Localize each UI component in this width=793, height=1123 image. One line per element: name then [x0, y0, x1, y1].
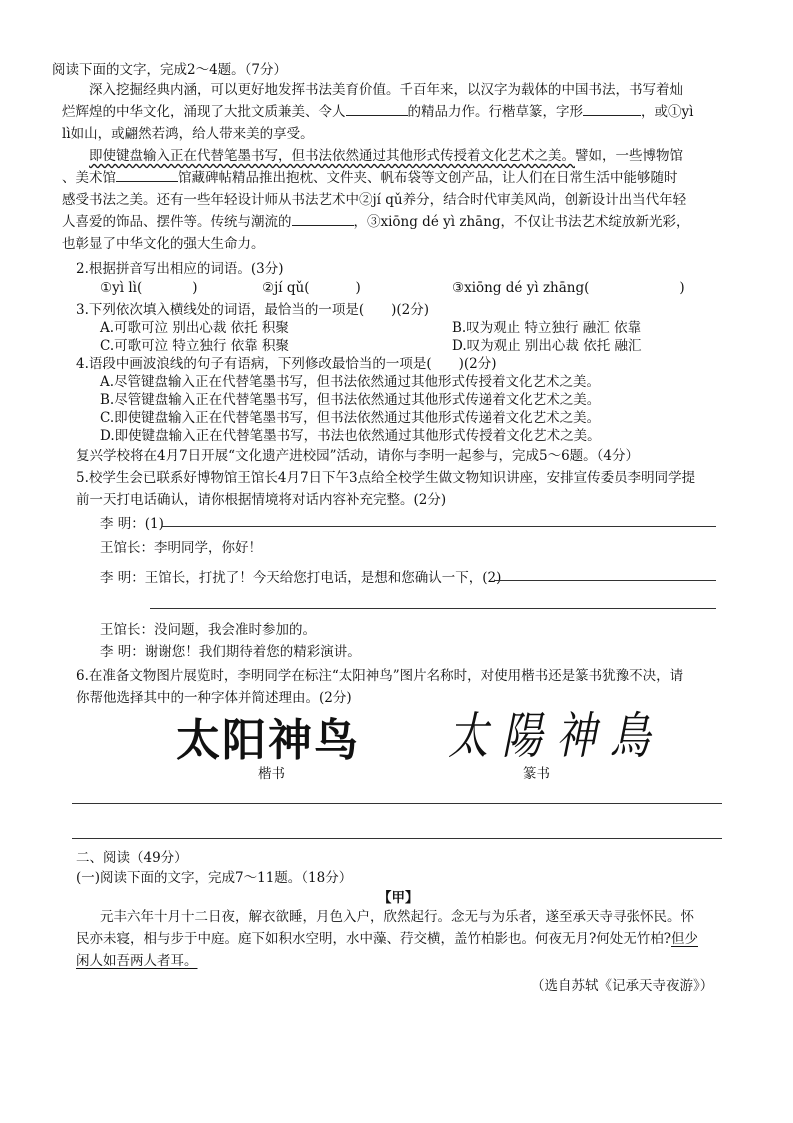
para1-text: 的精品力作。行楷草篆，字形 [407, 104, 583, 120]
q2-b-label: ②jí qǔ( [262, 280, 310, 296]
dialog-wang-1: 王馆长：李明同学，你好！ [100, 540, 262, 556]
q2-a-label: ①yì lì( [100, 280, 143, 296]
q2-stem: 2.根据拼音写出相应的词语。(3分) [76, 261, 284, 277]
zhuanshu-sample: 太陽神鳥 [448, 708, 664, 766]
q4-option-d[interactable]: D.即使键盘输入正在代替笔墨书写，书法也依然通过其他形式传授着文化艺术之美。 [100, 428, 601, 444]
q4-stem: 4.语段中画波浪线的句子有语病，下列修改最恰当的一项是( )(2分) [76, 356, 497, 372]
q4-option-c[interactable]: C.即使键盘输入正在代替笔墨书写，但书法依然通过其他形式传递着文化艺术之美。 [100, 410, 601, 426]
underlined-text: 闲人如吾两人者耳。 [76, 953, 198, 969]
answer-line-2[interactable] [494, 580, 716, 581]
para2-text: 譬如，一些博物馆 [575, 148, 683, 164]
answer-line-q6-2[interactable] [72, 838, 722, 839]
passage-para2-line1 [89, 145, 683, 167]
text-jia-label: 【甲】 [378, 890, 419, 906]
source-citation: （选自苏轼《记承天寺夜游》） [531, 978, 714, 994]
para2-text: 、美术馆 [62, 170, 116, 186]
classical-line1: 元丰六年十月十二日夜，解衣欲睡，月色入户，欣然起行。念无与为乐者，遂至承天寺寻张怀民。怀 [100, 909, 694, 925]
q2-answer-b[interactable] [262, 280, 361, 296]
question-group-intro: 阅读下面的文字，完成2～4题。（7分） [52, 62, 288, 78]
dialog-liming-2: 李 明：王馆长，打扰了！今天给您打电话，是想和您确认一下，(2) [100, 570, 502, 586]
para2-text: 馆藏碑帖精品推出抱枕、文件夹、帆布袋等文创产品，让人们在日常生活中能够随时 [178, 170, 678, 186]
answer-line-2b[interactable] [150, 608, 716, 609]
dialog-liming-1: 李 明：(1) [100, 516, 164, 532]
q2-b-close: ) [355, 280, 361, 296]
q5-stem-line1: 5.校学生会已联系好博物馆王馆长4月7日下午3点给全校学生做文物知识讲座，安排宣传委员李明同学提 [76, 470, 696, 486]
q6-stem-line1: 6.在准备文物图片展览时，李明同学在标注“太阳神鸟”图片名称时，对使用楷书还是篆书犹豫不决，请 [76, 668, 684, 684]
q3-stem: 3.下列依次填入横线处的词语，最恰当的一项是( )(2分) [76, 302, 430, 318]
q3-option-b[interactable]: B.叹为观止 特立独行 融汇 依靠 [452, 320, 642, 336]
classical-text: 民亦未寝，相与步于中庭。庭下如积水空明，水中藻、荇交横，盖竹柏影也。何夜无月?何处无竹柏? [76, 931, 671, 947]
q6-stem-line2: 你帮他选择其中的一种字体并简述理由。(2分) [76, 690, 352, 706]
passage-para1-line1: 深入挖掘经典内涵，可以更好地发挥书法美育价值。千百年来，以汉字为载体的中国书法，书写着灿 [89, 82, 683, 98]
blank-3[interactable] [116, 167, 178, 182]
passage-para1-line2 [62, 101, 693, 123]
kaishu-caption: 楷书 [258, 766, 285, 782]
passage-para2-line5: 也彰显了中华文化的强大生命力。 [62, 236, 265, 252]
passage-para2-line3: 感受书法之美。还有一些年轻设计师从书法艺术中②jí qǔ养分，结合时代审美风尚，创新设计出当代年轻 [62, 192, 687, 208]
classical-line2 [76, 928, 698, 950]
question-group-intro-5-6: 复兴学校将在4月7日开展“文化遗产进校园”活动，请你与李明一起参与，完成5～6题。（4分） [76, 448, 639, 464]
q2-answer-c[interactable] [452, 280, 685, 296]
q2-answer-a[interactable] [100, 280, 198, 296]
zhuanshu-caption: 篆书 [523, 766, 550, 782]
passage-para1-line3: lì如山，或翩然若鸿，给人带来美的享受。 [62, 126, 314, 142]
q4-option-a[interactable]: A.尽管键盘输入正在代替笔墨书写，但书法依然通过其他形式传授着文化艺术之美。 [100, 374, 601, 390]
q3-option-c[interactable]: C.可歌可泣 特立独行 依靠 积聚 [100, 338, 290, 354]
kaishu-sample: 太阳神鸟 [176, 715, 360, 766]
dialog-wang-2: 王馆长：没问题，我会准时参加的。 [100, 622, 316, 638]
blank-2[interactable] [583, 101, 641, 116]
blank-1[interactable] [346, 101, 408, 116]
para1-text: 烂辉煌的中华文化，涌现了大批文质兼美、令人 [62, 104, 346, 120]
answer-line-1[interactable] [162, 526, 716, 527]
q3-option-a[interactable]: A.可歌可泣 别出心裁 依托 积聚 [100, 320, 289, 336]
wavy-sentence: 即使键盘输入正在代替笔墨书写，但书法依然通过其他形式传授着文化艺术之美。 [89, 148, 575, 164]
q2-a-close: ) [192, 280, 198, 296]
classical-line3 [76, 950, 198, 972]
dialog-liming-3: 李 明：谢谢您！我们期待着您的精彩演讲。 [100, 644, 361, 660]
q3-option-d[interactable]: D.叹为观止 别出心裁 依托 融汇 [452, 338, 642, 354]
underlined-text: 但少 [670, 931, 698, 947]
passage-para2-line2 [62, 167, 678, 189]
q5-stem-line2: 前一天打电话确认，请你根据情境将对话内容补充完整。(2分) [76, 492, 447, 508]
q2-c-close: ) [679, 280, 685, 296]
blank-4[interactable] [292, 211, 354, 226]
section-heading: 二、阅读（49分） [76, 850, 188, 866]
answer-line-q6-1[interactable] [72, 803, 722, 804]
para2-text: 人喜爱的饰品、摆件等。传统与潮流的 [62, 214, 292, 230]
passage-para2-line4 [62, 211, 690, 233]
q4-option-b[interactable]: B.尽管键盘输入正在代替笔墨书写，但书法依然通过其他形式传递着文化艺术之美。 [100, 392, 601, 408]
q2-c-label: ③xiōng dé yì zhāng( [452, 280, 590, 296]
para1-text: ，或①yì [641, 104, 694, 120]
subsection-heading: (一)阅读下面的文字，完成7～11题。（18分） [76, 870, 353, 886]
para2-text: ，③xiōng dé yì zhāng，不仅让书法艺术绽放新光彩， [353, 214, 690, 230]
